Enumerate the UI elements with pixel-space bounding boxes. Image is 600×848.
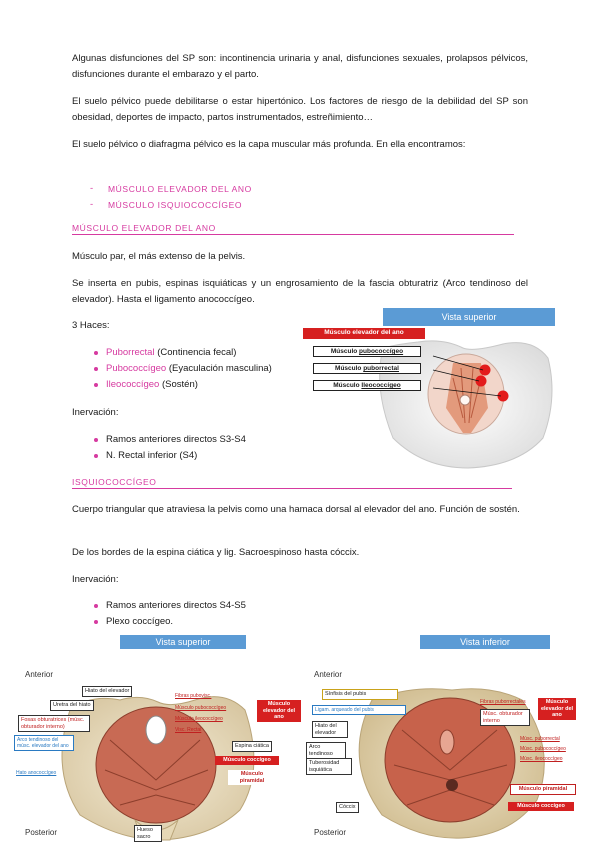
label-coccigeo: Músculo coccígeo [215,756,279,765]
label-piramidal: Músculo piramidal [228,770,276,785]
elevador-figure [303,308,555,472]
label-ileococcigeo: Músculo Ileococcígeo [313,380,421,391]
intro-paragraph-1: Algunas disfunciones del SP son: incontinencia urinaria y anal, disfunciones sexuales, prolapsos pélvicos, disfunciones durante el embarazo y el parto. [72,53,528,80]
list-item: Ramos anteriores directos S4-S5 [88,598,246,614]
isquio-paragraph-1: Cuerpo triangular que atraviesa la pelvis como una hamaca dorsal al elevador del ano. Función de sostén. [72,504,520,515]
posterior-label: Posterior [314,828,347,837]
posterior-label: Posterior [25,828,58,837]
label-puborrectal: Músculo puborrectal [313,363,421,374]
label-m2: Músc. pubococcígeo [520,746,566,752]
label-uretra: Uretra del hiato [50,700,94,711]
label-coxis: Cóccix [336,802,359,813]
list-item: Ileococcígeo (Sostén) [88,377,272,393]
elevador-paragraph-1: Músculo par, el más extenso de la pelvis. [72,251,246,262]
label-obturador: Músc. obturador interno [480,709,530,726]
label-m3: Músc. ileococcígeo [520,756,563,762]
section-rule [72,234,514,235]
vista-tag: Vista inferior [420,635,550,649]
label-piramidal: Músculo piramidal [510,784,576,795]
label-m-ileo: Músculo ileococcígeo [175,716,223,722]
inervacion-label: Inervación: [72,407,119,418]
section-rule [72,488,512,489]
list-item: Ramos anteriores directos S3-S4 [88,432,246,448]
section-title-isquio: ISQUIOCOCCÍGEO [72,477,157,487]
isquio-inervacion-label: Inervación: [72,574,119,585]
label-fibras: Fibras puborrectales [480,699,526,705]
label-hato: Hato anococcígeo [16,770,57,776]
intro-paragraph-2: El suelo pélvico puede debilitarse o estar hipertónico. Los factores de riesgo de la debilidad del SP son obesidad, deportes de impacto, partos instrumentados, estreñimiento… [72,96,528,123]
label-m-pubo: Músculo pubococcígeo [175,705,227,711]
anterior-label: Anterior [314,670,343,679]
label-m1: Músc. puborrectal [520,736,560,742]
inervacion-list [88,432,246,464]
label-sinfisis: Sínfisis del pubis [322,689,398,700]
list-item: - MÚSCULO ELEVADOR DEL ANO [90,183,252,194]
label-visc: Visc. Rectal [175,727,202,733]
intro-muscle-list [90,181,252,213]
label-pubococcigeo: Músculo pubococcígeo [313,346,421,357]
label-elevador: Músculo elevador del ano [538,698,576,720]
intro-paragraph-3: El suelo pélvico o diafragma pélvico es la capa muscular más profunda. En ella encontramos: [72,139,466,150]
list-item: - MÚSCULO ISQUIOCOCCÍGEO [90,199,243,210]
label-hiato: Hiato del elevador [312,721,348,738]
figure-vista-inferior [302,630,594,846]
figure-vista-superior [10,630,302,846]
label-elevador: Músculo elevador del ano [257,700,301,722]
haces-label: 3 Haces: [72,320,110,331]
vista-tag: Vista superior [120,635,246,649]
label-hueso: Hueso sacro [134,825,162,842]
label-hiato: Hiato del elevador [82,686,132,697]
vista-tag: Vista superior [383,308,555,326]
list-item: N. Rectal inferior (S4) [88,448,246,464]
label-espina: Espina ciática [232,741,272,752]
section-title-elevador: MÚSCULO ELEVADOR DEL ANO [72,223,216,233]
elevador-header-label: Músculo elevador del ano [303,328,425,339]
haces-list [88,345,272,393]
label-coccigeo: Músculo coccígeo [508,802,574,811]
list-item: Puborrectal (Continencia fecal) [88,345,272,361]
elevador-paragraph-2: Se inserta en pubis, espinas isquiáticas y un engrosamiento de la fascia obturatriz (Arco tendinoso del elevador). Hasta el ligamento anococcígeo. [72,278,528,305]
label-arco: Arco tendinoso del músc. elevador del ano [14,735,74,751]
list-item: Pubococcígeo (Eyaculación masculina) [88,361,272,377]
label-arco: Arco tendinoso [306,742,346,759]
label-ligamento: Ligam. arqueado del pubis [312,705,406,715]
label-fibras-pubo: Fibras pubovisc. [175,693,212,699]
isquio-inervacion-list [88,598,246,630]
list-item: Plexo coccígeo. [88,614,246,630]
label-fosas: Fosas obturatrices (músc. obturador interno) [18,715,90,732]
label-tuber: Tuberosidad isquiática [306,758,352,775]
anterior-label: Anterior [25,670,54,679]
isquio-paragraph-2: De los bordes de la espina ciática y lig. Sacroespinoso hasta cóccix. [72,547,360,558]
